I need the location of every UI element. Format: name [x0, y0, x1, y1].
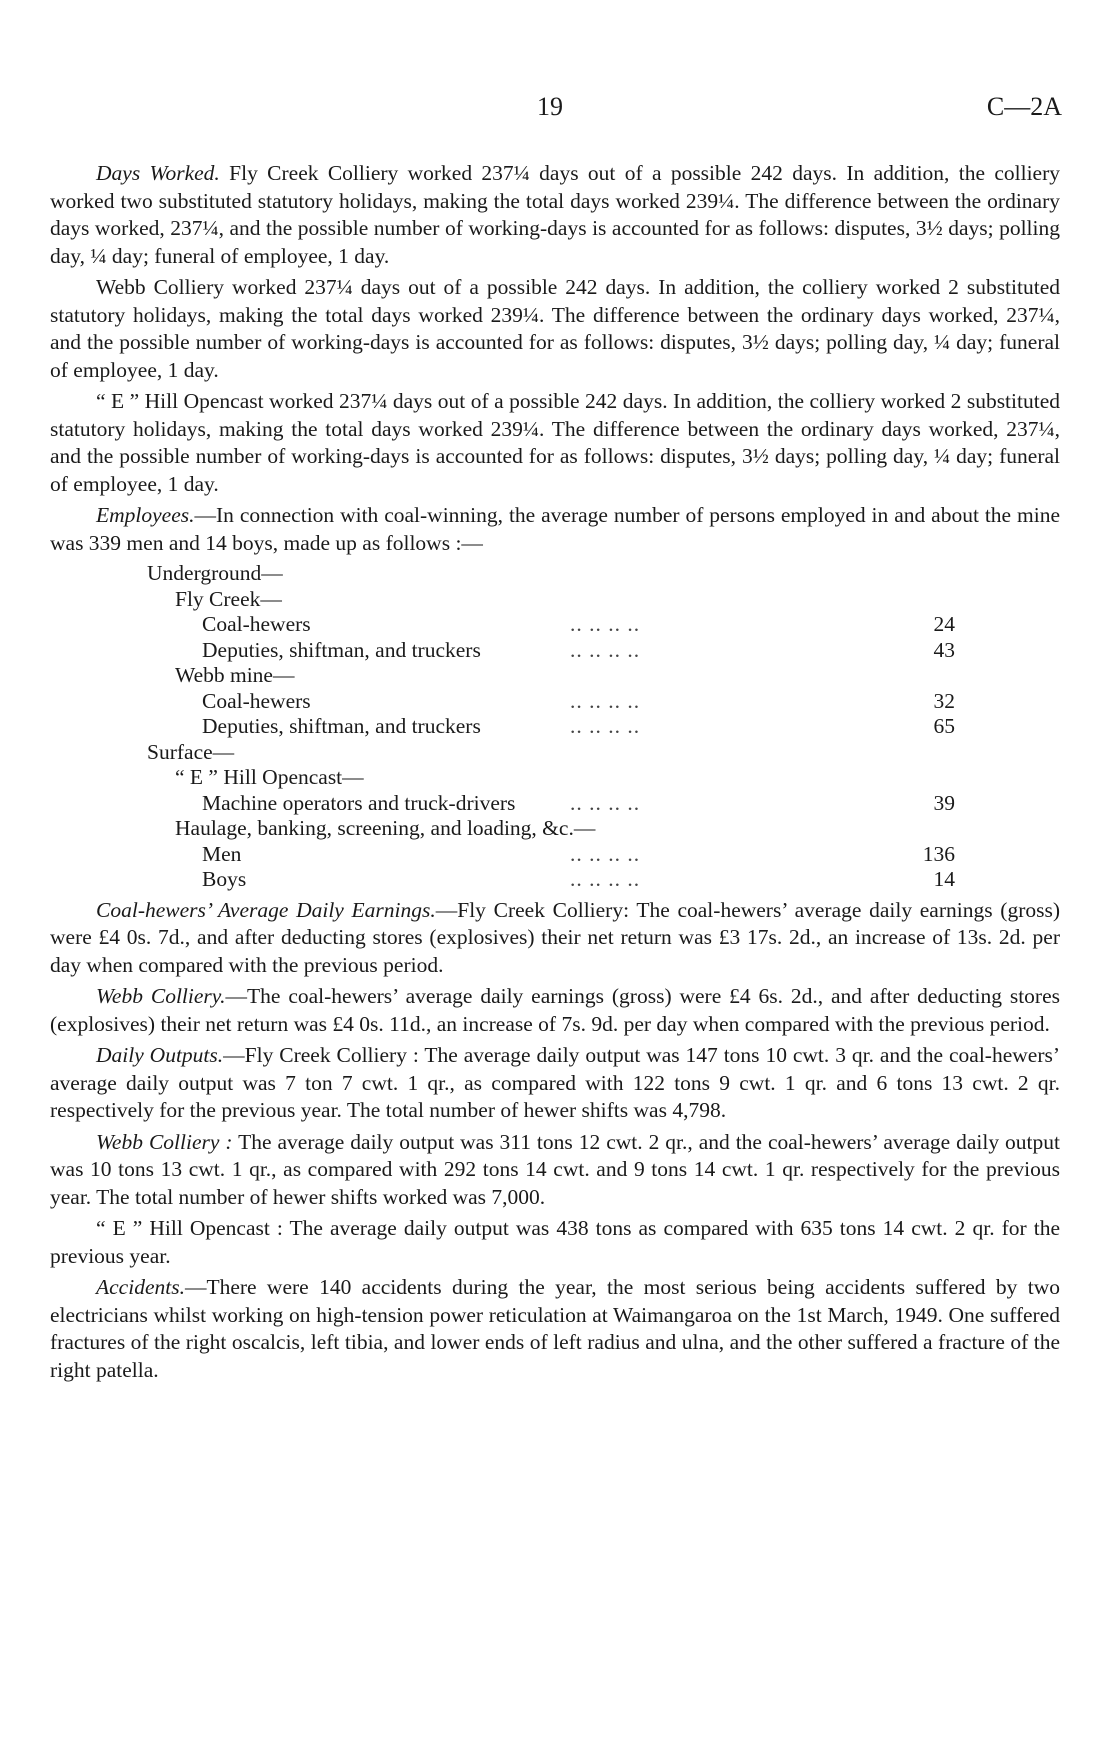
outputs-webb-text: The average daily output was 311 tons 12 cwt. 2 qr., and the coal-hewers’ average daily output was 10 tons 13 cwt. 1 qr., as compared with 292 tons 14 cwt. and 9 tons 14 cwt. 1 qr. respectively for the previous year. The total number of hewer shifts worked was 7,000. [50, 1129, 1061, 1209]
document-reference: C—2A [986, 92, 1062, 121]
days-worked-e-hill-paragraph: “ E ” Hill Opencast worked 237¼ days out of a possible 242 days. In addition, the colliery worked 2 substituted statutory holidays, making the total days worked 239¼. The difference between the ordinary days worked, 237¼, and the possible number of working-days is accounted for as follows: disputes, 3½ days; polling day, ¼ day; funeral of employee, 1 day. [50, 389, 1060, 496]
days-worked-fly-creek-paragraph [50, 160, 1060, 270]
table-row-value: 32 [933, 688, 955, 713]
employees-table [50, 561, 1060, 893]
table-row [50, 638, 1060, 664]
table-row-label: Underground— [147, 561, 283, 585]
days-worked-heading: Days Worked. [96, 161, 220, 185]
table-row-value: 65 [933, 714, 955, 738]
table-row [50, 689, 1060, 715]
days-worked-webb-paragraph: Webb Colliery worked 237¼ days out of a possible 242 days. In addition, the colliery worked 2 substituted statutory holidays, making the total days worked 239¼. The difference between the ordinary days worked, 237¼, and the possible number of working-days is accounted for as follows: disputes, 3½ days; polling day, ¼ day; funeral of employee, 1 day. [50, 275, 1060, 382]
table-row [50, 816, 1060, 842]
earnings-webb-paragraph [50, 983, 1060, 1038]
leader-dots: .. .. .. .. [570, 612, 641, 636]
earnings-fly-creek-paragraph [50, 897, 1060, 980]
table-row-value: 14 [933, 867, 955, 891]
table-row-label: Coal-hewers [202, 688, 311, 713]
table-row [50, 867, 1060, 893]
table-row [50, 791, 1060, 817]
table-row-label: Webb mine— [175, 663, 295, 687]
days-worked-fly-creek-text: Fly Creek Colliery worked 237¼ days out of a possible 242 days. In addition, the colliery worked two substituted statutory holidays, making the total days worked 239¼. The difference between the ordinary days worked, 237¼, and the possible number of working-days is accounted for as follows: disputes, 3½ days; polling day, ¼ day; funeral of employee, 1 day. [50, 161, 1061, 268]
earnings-webb-heading: Webb Colliery. [96, 984, 226, 1008]
table-row-value: 24 [933, 612, 955, 636]
table-row [50, 663, 1060, 689]
table-row [50, 612, 1060, 638]
table-row [50, 765, 1060, 791]
table-row-label: Machine operators and truck-drivers [202, 790, 516, 815]
table-row-label: Deputies, shiftman, and truckers [202, 637, 481, 662]
leader-dots: .. .. .. .. [570, 637, 641, 662]
table-row-value: 43 [933, 637, 955, 662]
table-row-value: 39 [933, 790, 955, 815]
earnings-webb-text: —The coal-hewers’ average daily earnings (gross) were £4 6s. 2d., and after deducting stores (explosives) their net return was £4 0s. 11d., an increase of 7s. 9d. per day when compared with the previous period. [50, 984, 1060, 1036]
employees-heading: Employees. [96, 503, 195, 527]
leader-dots: .. .. .. .. [570, 867, 641, 891]
table-row [50, 842, 1060, 868]
employees-paragraph [50, 502, 1060, 557]
page-header [0, 92, 1114, 126]
outputs-fly-creek-text: —Fly Creek Colliery : The average daily output was 147 tons 10 cwt. 3 qr. and the coal-hewers’ average daily output was 7 ton 7 cwt. 1 qr., as compared with 122 tons 9 cwt. 1 qr. and 6 tons 13 cwt. 2 qr. respectively for the previous year. The total number of hewer shifts was 4,798. [50, 1043, 1061, 1122]
page-number: 19 [537, 92, 563, 121]
accidents-paragraph [50, 1274, 1060, 1384]
table-row-value: 136 [922, 841, 955, 866]
earnings-heading: Coal-hewers’ Average Daily Earnings. [96, 897, 436, 922]
table-row-label: “ E ” Hill Opencast— [175, 765, 364, 789]
outputs-e-hill-paragraph: “ E ” Hill Opencast : The average daily output was 438 tons as compared with 635 tons 14 cwt. 2 qr. for the previous year. [50, 1216, 1060, 1268]
table-row [50, 587, 1060, 613]
table-row-label: Fly Creek— [175, 586, 282, 611]
document-body [50, 160, 1060, 1388]
table-row-label: Coal-hewers [202, 612, 311, 636]
table-row-label: Surface— [147, 739, 235, 764]
leader-dots: .. .. .. .. [570, 841, 641, 866]
table-row [50, 561, 1060, 587]
table-row [50, 714, 1060, 740]
accidents-text: —There were 140 accidents during the year, the most serious being accidents suffered by two electricians whilst working on high-tension power reticulation at Waimangaroa on the 1st March, 1949. One suffered fractures of the right oscalcis, left tibia, and lower ends of left radius and ulna, and the other suffered a fracture of the right patella. [50, 1275, 1060, 1382]
table-row-label: Deputies, shiftman, and truckers [202, 714, 481, 738]
leader-dots: .. .. .. .. [570, 714, 641, 738]
outputs-webb-paragraph [50, 1129, 1060, 1212]
leader-dots: .. .. .. .. [570, 790, 641, 815]
table-row [50, 740, 1060, 766]
table-row-label: Haulage, banking, screening, and loading, &c.— [175, 816, 596, 840]
accidents-heading: Accidents. [96, 1275, 185, 1299]
leader-dots: .. .. .. .. [570, 688, 641, 713]
earnings-fly-creek-text: —Fly Creek Colliery: The coal-hewers’ average daily earnings (gross) were £4 0s. 7d., and after deducting stores (explosives) their net return was £3 17s. 2d., an increase of 13s. 2d. per day when compared with the previous period. [50, 897, 1060, 977]
outputs-heading: Daily Outputs. [96, 1043, 224, 1067]
outputs-fly-creek-paragraph [50, 1042, 1060, 1125]
table-row-label: Boys [202, 867, 247, 891]
table-row-label: Men [202, 841, 242, 866]
outputs-webb-heading: Webb Colliery : [96, 1129, 233, 1154]
employees-intro: —In connection with coal-winning, the average number of persons employed in and about the mine was 339 men and 14 boys, made up as follows :— [50, 503, 1060, 555]
